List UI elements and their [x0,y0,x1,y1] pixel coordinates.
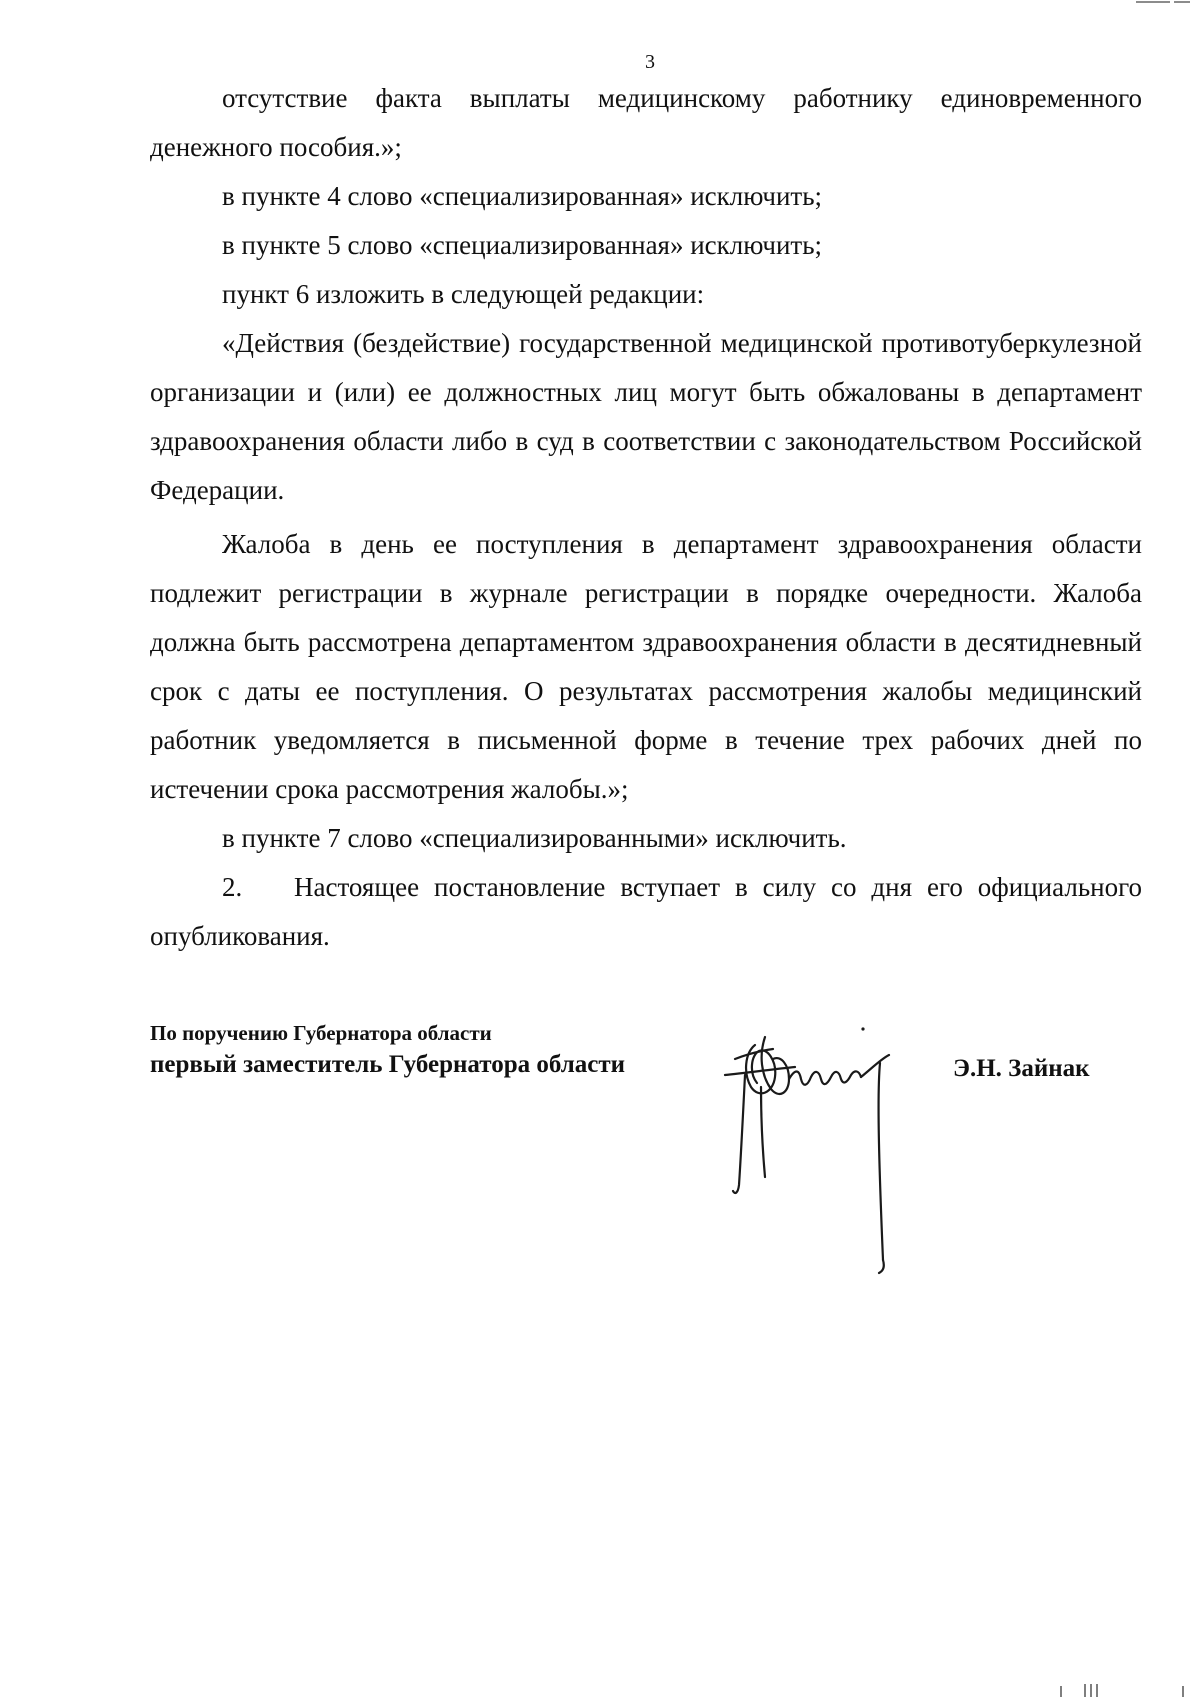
item-number: 2. [222,872,243,902]
paragraph-7: в пункте 7 слово «специализированными» исключить. [222,823,847,853]
paragraph-3: в пункте 5 слово «специализированная» исключить; [222,230,823,260]
paragraph-5: «Действия (бездействие) государственной медицинской противотуберкулезной организации и (или) ее должностных лиц могут быть обжалованы в департамент здравоохранения области либо в суд в соответствии с законодательством Российской Федерации. [150,328,1142,505]
scan-edge-mark-top [1130,0,1200,10]
document-body [150,74,1142,961]
paragraph-2: в пункте 4 слово «специализированная» исключить; [222,181,823,211]
scan-edge-mark-bottom [1055,1682,1195,1697]
paragraph-1: отсутствие факта выплаты медицинскому работнику единовременного денежного пособия.»; [150,83,1142,162]
paragraph-6: Жалоба в день ее поступления в департамент здравоохранения области подлежит регистрации в журнале регистрации в порядке очередности. Жалоба должна быть рассмотрена департаментом здравоохранения области в десятидневный срок с даты ее поступления. О результатах рассмотрения жалобы медицинский работник уведомляется в письменной форме в течение трех рабочих дней по истечении срока рассмотрения жалобы.»; [150,529,1142,804]
numbered-item-2 [150,863,1142,961]
signatory-line-2: первый заместитель Губернатора области [150,1051,626,1078]
item-text: Настоящее постановление вступает в силу со дня его официального опубликования. [150,872,1142,951]
page-number: 3 [645,51,655,73]
signatory-name: Э.Н. Зайнак [953,1055,1090,1082]
signatory-position [150,1018,625,1082]
paragraph-4: пункт 6 изложить в следующей редакции: [222,279,705,309]
signatory-line-1: По поручению Губернатора области [150,1021,492,1045]
handwritten-signature [715,1015,935,1275]
